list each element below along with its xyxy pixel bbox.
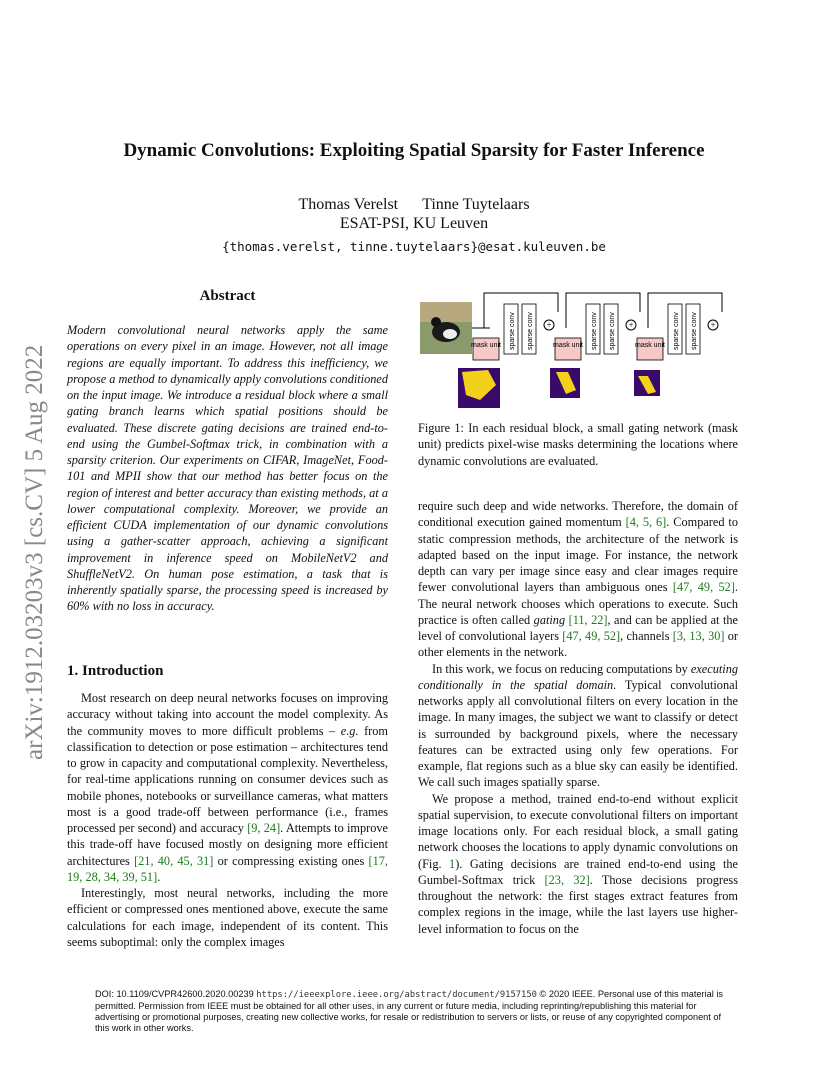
citation-link[interactable]: [23, 32] bbox=[544, 872, 590, 887]
svg-text:sparse conv: sparse conv bbox=[609, 312, 616, 350]
citation-link[interactable]: [21, 40, 45, 31] bbox=[134, 853, 214, 868]
residual-block bbox=[550, 293, 640, 398]
affiliation: ESAT-PSI, KU Leuven bbox=[339, 215, 489, 232]
citation-link[interactable]: [11, 22] bbox=[568, 612, 608, 627]
abstract-heading: Abstract bbox=[199, 288, 256, 304]
intro-body bbox=[67, 690, 388, 950]
citation-link[interactable]: [17, 19, 28, 34, 39, 51] bbox=[67, 853, 388, 884]
paper-title: Dynamic Convolutions: Exploiting Spatial Sparsity for Faster Inference bbox=[123, 140, 705, 161]
paragraph: In this work, we focus on reducing computations by executing conditionally in the spatial domain. Typical convolutional networks apply all convolutional filters on every location in the image. In many images, the subject we want to classify or detect is surrounded by background pixels, where the necessary features can be extracted using only few operations. For example, flat regions such as a blue sky can easily be identified. We call such images spatially sparse. bbox=[418, 661, 738, 790]
copyright-footer bbox=[95, 989, 735, 1034]
right-column-body bbox=[418, 498, 738, 937]
paragraph: require such deep and wide networks. Therefore, the domain of conditional execution gained momentum [4, 5, 6]. Compared to static compression methods, the architecture of the network is adapted based on the input image. For instance, the network depth can vary per image since easy and clear images require fewer convolutional layers than ambiguous ones [47, 49, 52]. The neural network chooses which operations to execute. Such practice is often called gating [11, 22], and can be applied at the level of convolutional layers [47, 49, 52], channels [3, 13, 30] or other elements in the network. bbox=[418, 499, 739, 660]
doi: DOI: 10.1109/CVPR42600.2020.00239 bbox=[95, 989, 254, 999]
sparse-conv-label: sparse conv bbox=[509, 312, 516, 350]
citation-link[interactable]: [9, 24] bbox=[247, 821, 281, 835]
svg-text:+: + bbox=[628, 320, 634, 330]
residual-block bbox=[634, 293, 722, 396]
svg-text:+: + bbox=[710, 320, 716, 330]
author-name: Tinne Tuytelaars bbox=[422, 196, 530, 213]
paragraph: We propose a method, trained end-to-end without explicit spatial supervision, to execute convolutional filters on important image locations only. For each residual block, a small gating network chooses the locations to apply dynamic convolutions on (Fig. 1). Gating decisions are trained end-to-end using the Gumbel-Softmax trick [23, 32]. Those decisions progress throughout the network: the first stages extract features from complex regions in the image, while the last layers use higher-level information to focus on the bbox=[418, 791, 738, 936]
citation-link[interactable]: [47, 49, 52] bbox=[672, 580, 735, 595]
svg-text:mask unit: mask unit bbox=[553, 342, 583, 349]
svg-text:sparse conv: sparse conv bbox=[591, 312, 598, 350]
figure-link[interactable]: 1 bbox=[449, 856, 456, 871]
mask-unit-label: mask unit bbox=[471, 342, 501, 349]
figure-caption: Figure 1: In each residual block, a small gating network (mask unit) predicts pixel-wise masks determining the locations where dynamic convolutions are evaluated. bbox=[418, 421, 738, 468]
svg-text:mask unit: mask unit bbox=[635, 342, 665, 349]
residual-block bbox=[458, 293, 558, 408]
citation-link[interactable]: [4, 5, 6] bbox=[625, 515, 667, 530]
paragraph: Most research on deep neural networks focuses on improving accuracy without taking into account the model complexity. As the community moves to more difficult problems – e.g. from classification to detection or pose estimation – architectures tend to grow in capacity and computational complexity. Nevertheless, for real-time applications running on consumer devices such as mobile phones, notebooks or surveillance cameras, what matters most is a good trade-off between performance (i.e., frames processed per second) and accuracy [9, 24]. Attempts to improve this trade-off have focused mostly on designing more efficient architectures [21, 40, 45, 31] or compressing existing ones [17, 19, 28, 34, 39, 51]. bbox=[67, 691, 388, 884]
input-image bbox=[420, 302, 472, 354]
arxiv-id: arXiv:1912.03203v3 [cs.CV] 5 Aug 2022 bbox=[21, 344, 48, 760]
citation-link[interactable]: [47, 49, 52] bbox=[562, 629, 621, 643]
paragraph: Interestingly, most neural networks, including the more efficient or compressed ones mentioned above, execute the same calculations for each image, independent of its content. This seems suboptimal: only the complex images bbox=[67, 886, 388, 949]
figure-1 bbox=[418, 290, 738, 410]
author-block bbox=[0, 195, 828, 256]
sparse-conv-label: sparse conv bbox=[527, 312, 534, 350]
citation-link[interactable]: [3, 13, 30] bbox=[672, 629, 725, 643]
arxiv-stamp bbox=[12, 240, 52, 800]
abstract-text: Modern convolutional neural networks apply the same operations on every pixel in an image. However, not all image regions are equally important. To address this inefficiency, we propose a method to dynamically apply convolutions conditioned on the input image. We introduce a residual block where a small gating branch learns which spatial positions should be evaluated. These discrete gating decisions are trained end-to-end using the Gumbel-Softmax trick, in combination with a sparsity criterion. Our experiments on CIFAR, ImageNet, Food-101 and MPII show that our method has better focus on the region of interest and better accuracy than existing methods, at a lower computational complexity. Moreover, we provide an efficient CUDA implementation of our dynamic convolutions using a gather-scatter approach, achieving a significant improvement in inference speed on MobileNetV2 and ShuffleNetV2. On human pose estimation, a task that is inherently spatially sparse, the processing speed is increased by 60% with no loss in accuracy. bbox=[67, 323, 388, 614]
ieee-url[interactable]: https://ieeexplore.ieee.org/abstract/document/9157150 bbox=[256, 990, 537, 1000]
copyright-text: © 2020 IEEE. Personal use of this material is permitted. Permission from IEEE must be obtained for all other uses, in any current or future media, including reprinting/republishing this material for advertising or promotional purposes, creating new collective works, for resale or redistribution to servers or lists, or reuse of any copyrighted component of this work in other works. bbox=[95, 989, 723, 1033]
intro-heading: 1. Introduction bbox=[67, 663, 164, 679]
svg-text:sparse conv: sparse conv bbox=[691, 312, 698, 350]
author-name: Thomas Verelst bbox=[298, 196, 399, 213]
svg-text:+: + bbox=[546, 320, 552, 330]
svg-text:sparse conv: sparse conv bbox=[673, 312, 680, 350]
author-email: {thomas.verelst, tinne.tuytelaars}@esat.kuleuven.be bbox=[222, 239, 606, 254]
